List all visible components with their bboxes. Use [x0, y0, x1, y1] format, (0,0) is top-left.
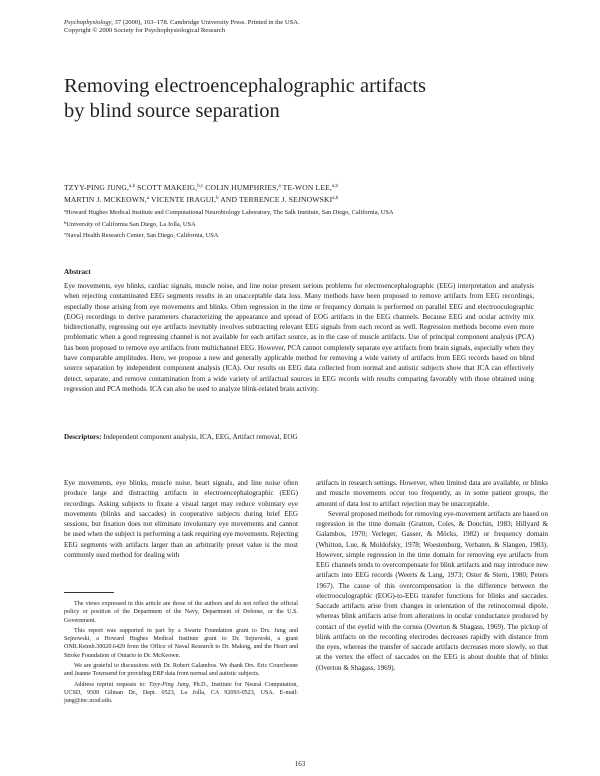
- footnote: Address reprint requests to: Tzyy-Ping Jung, Ph.D., Institute for Neural Computation, UCSD, 9500 Gilman Dr., Dept. 0523, La Jolla, CA 92093-0523, USA. E-mail: jung@inc.ucsd.edu.: [64, 681, 298, 705]
- descriptors-label: Descriptors:: [64, 433, 102, 441]
- paragraph: Several proposed methods for removing eye-movement artifacts are based on regression in the time domain (Gratton, Coles, & Donchin, 1983; Hillyard & Galambos, 1970; Verleger, Gasser, & Möcks, 1982) or frequency domain (Whitton, Lue, & Moldofsky, 1978; Woestenburg, Verbaten, & Slangen, 1983). However, simple regression in the time domain for removing eye artifacts from EEG channels tends to overcompensate for blink artifacts and may introduce new artifacts into EEG records (Weerts & Lang, 1973; Oster & Stern, 1980; Peters 1967). The cause of this overcompensation is the difference between the electrooculographic (EOG)-to-EEG transfer functions for blinks and saccades. Saccade artifacts arise from changes in orientation of the retinocorneal dipole, whereas blink artifacts arise from alterations in ocular conductance produced by contact of the eyelid with the cornea (Overton & Shagass, 1969). The pickup of blink artifacts on the recording electrodes decreases rapidly with distance from the eyes, whereas the transfer of saccade artifacts decreases more slowly, so that at the vertex the effect of saccades on the EEG is about double that of blinks (Overton & Shagass, 1969).: [316, 509, 548, 672]
- footnote: We are grateful to discussions with Dr. Robert Galambos. We thank Drs. Eric Courchesne and Jeanne Townsend for providing ERP data from normal and autistic subjects.: [64, 663, 298, 678]
- body-column-left: Eye movements, eye blinks, muscle noise, heart signals, and line noise often produce large and distracting artifacts in electroencephalographic (EEG) recordings. Asking subjects to fixate a visual target may reduce voluntary eye movements (blinks and saccades) in cooperative subjects during brief EEG sessions, but fixation does not eliminate involuntary eye movements and cannot be used when the subject is performing a task requiring eye movements. Rejecting EEG segments with artifacts larger than an arbitrarily preset value is the most commonly used method for dealing with: [64, 479, 298, 559]
- footnote: The views expressed in this article are those of the authors and do not reflect the official policy or position of the Department of the Navy, Department of Defense, or the U.S. Government.: [64, 601, 298, 624]
- author-list: [64, 181, 544, 206]
- footnote: This report was supported in part by a Swartz Foundation grant to Drs. Jung and Sejnowski, a Howard Hughes Medical Institute grant to Dr. Sejnowski, a grant ONR.Reimb.30020.6429 from the Office of Naval Research to Dr. Makeig, and the Heart and Stroke Foundation of Ontario to Dr. McKeown.: [64, 627, 298, 659]
- author: MARTIN J. MCKEOWN,: [64, 195, 147, 205]
- abstract-heading: Abstract: [64, 268, 91, 276]
- author: SCOTT MAKEIG,: [137, 183, 198, 192]
- author: TE-WON LEE,: [282, 183, 332, 192]
- citation-line: Psychophysiology, 37 (2000), 163–178. Cambridge University Press. Printed in the USA.: [64, 19, 300, 26]
- abstract-text: Eye movements, eye blinks, cardiac signals, muscle noise, and line noise present serious problems for electroencephalographic (EEG) interpretation and analysis when rejecting contaminated EEG segments results in an unacceptable data loss. Many methods have been proposed to remove artifacts from EEG recordings, especially those arising from eye movements and blinks. Often regression in the time or frequency domain is performed on parallel EEG and electrooculographic (EOG) recordings to derive parameters characterizing the appearance and spread of EOG artifacts in the EEG channels. Because EEG and ocular activity mix bidirectionally, regressing out eye artifacts inevitably involves subtracting relevant EEG signals from each record as well. Regression methods become even more problematic when a good regressing channel is not available for each artifact source, as in the case of muscle artifacts. Use of principal component analysis (PCA) has been proposed to remove eye artifacts from multichannel EEG. However, PCA cannot completely separate eye artifacts from brain signals, especially when they have comparable amplitudes. Here, we propose a new and generally applicable method for removing a wide variety of artifacts from EEG records based on blind source separation by independent component analysis (ICA). Our results on EEG data collected from normal and autistic subjects show that ICA can effectively detect, separate, and remove contamination from a wide variety of artifactual sources in EEG records with results comparing favorably with those obtained using regression and PCA methods. ICA can also be used to analyze blink-related brain activity.: [64, 282, 534, 393]
- footnotes: [64, 600, 298, 706]
- copyright-line: Copyright © 2000 Society for Psychophysiological Research: [64, 27, 226, 35]
- footnote-rule: [64, 592, 114, 593]
- article-title: Removing electroencephalographic artifacts by blind source separation: [64, 75, 427, 122]
- affiliations: [64, 206, 544, 241]
- page-number: 163: [294, 760, 306, 768]
- affiliation: $^a$Howard Hughes Medical Institute and Computational Neurobiology Laboratory, The Salk Institute, San Diego, California, USA: [64, 208, 394, 216]
- author-line-2: MARTIN J. MCKEOWN,$^a$ VICENTE IRAGUI,$^b$ AND TERRENCE J. SEJNOWSKI$^{a,b}$: [64, 195, 339, 205]
- body-column-right: [316, 478, 548, 673]
- author: AND TERRENCE J. SEJNOWSKI: [220, 195, 333, 205]
- paragraph: artifacts in research settings. However, when limited data are available, or blinks and muscle movements occur too frequently, as in some patient groups, the amount of data lost to artifact rejection may be unacceptable.: [316, 479, 548, 508]
- affiliation: $^c$Naval Health Research Center, San Diego, California, USA: [64, 231, 219, 239]
- affiliation: $^b$University of California San Diego, La Jolla, USA: [64, 219, 196, 228]
- author-line-1: TZYY-PING JUNG,$^{a,b}$ SCOTT MAKEIG,$^{b,c}$ COLIN HUMPHRIES,$^a$ TE-WON LEE,$^{a,b}$: [64, 183, 338, 192]
- author: VICENTE IRAGUI,: [150, 195, 217, 205]
- descriptors-text: Independent component analysis, ICA, EEG, Artifact removal, EOG: [101, 433, 298, 441]
- author: TZYY-PING JUNG,: [64, 183, 130, 192]
- author: COLIN HUMPHRIES,: [205, 183, 279, 192]
- journal-header: [64, 19, 534, 36]
- descriptors: [64, 433, 534, 441]
